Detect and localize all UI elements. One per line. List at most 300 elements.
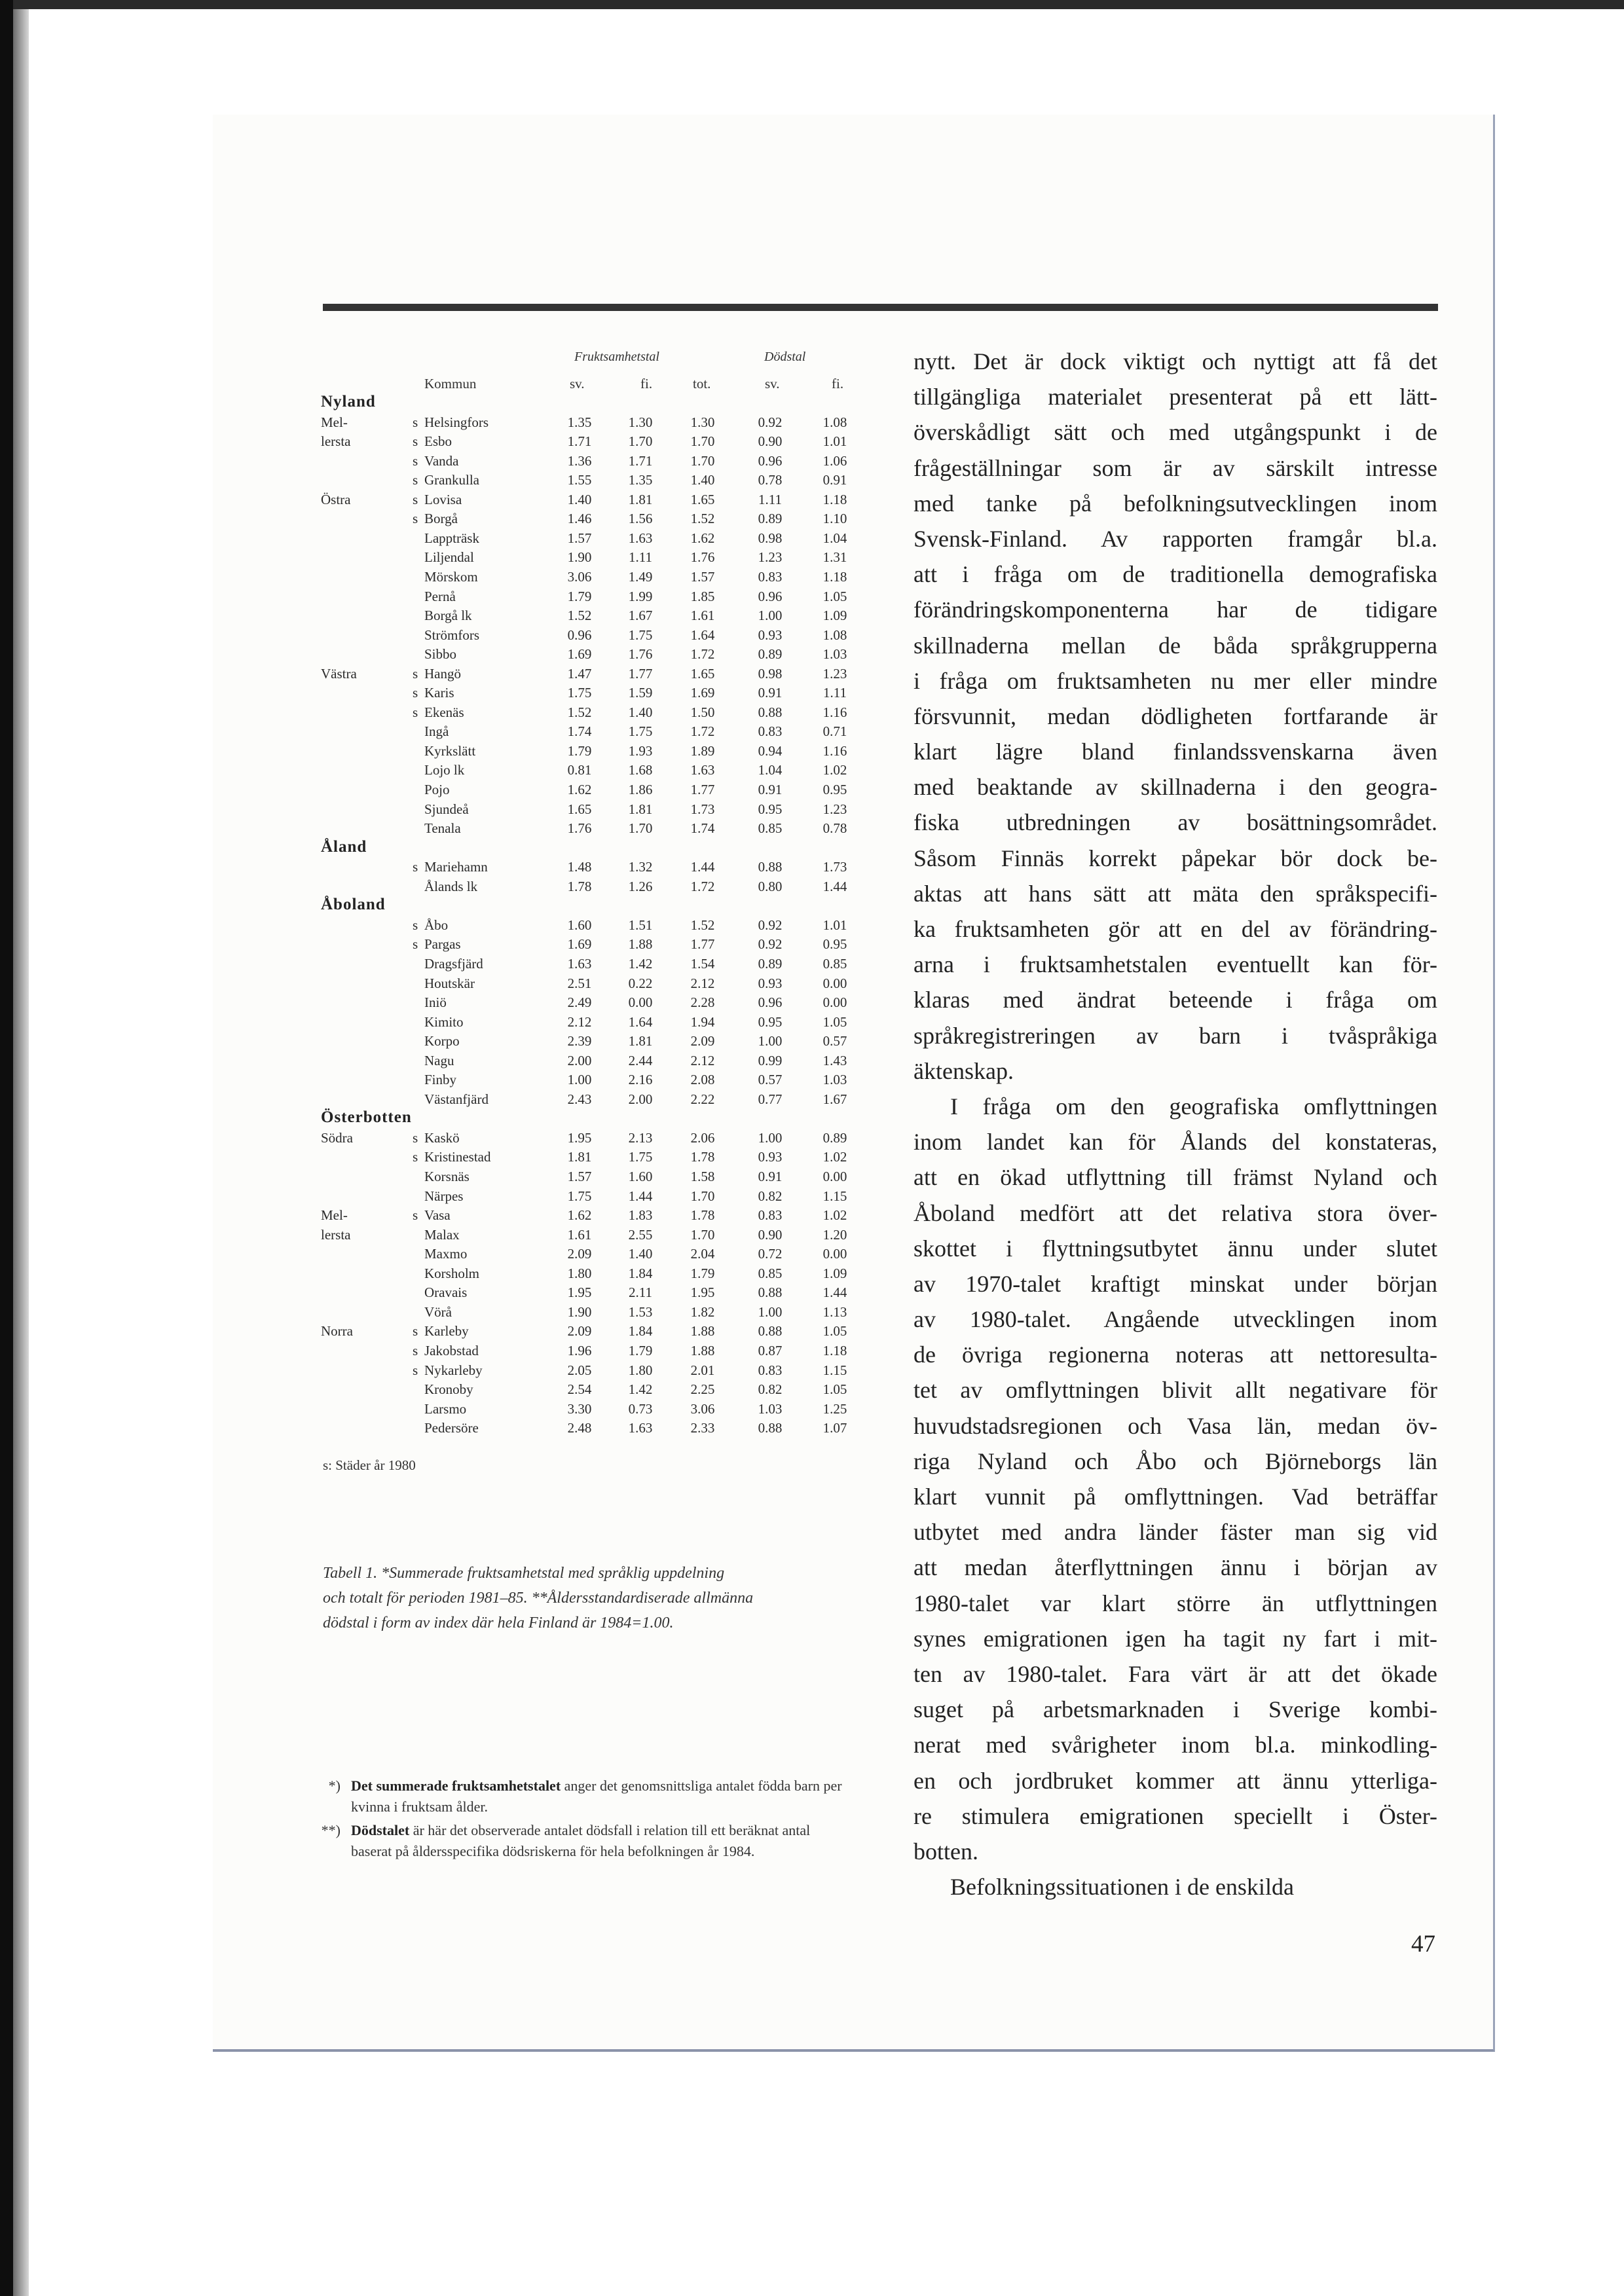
table-cell: 0.89 (758, 511, 783, 527)
table-cell: 1.76 (690, 549, 715, 566)
body-line: äktenskap. (913, 1057, 1014, 1084)
table-row (321, 569, 858, 588)
header-col-fi: fi. (640, 376, 653, 392)
table-cell: 1.13 (822, 1303, 847, 1320)
body-line: tet av omflyttningen blivit allt negativare för (913, 1377, 1437, 1404)
table-cell: 1.02 (822, 1149, 847, 1165)
body-line: skillnaderna mellan de båda språkgrupperna (913, 632, 1437, 659)
body-line: försvunnit, medan dödligheten fortfarande är (913, 702, 1437, 729)
table-cell: 1.63 (690, 762, 715, 778)
table-cell: 1.23 (822, 801, 847, 817)
table-cell: 1.40 (690, 472, 715, 488)
table-cell: 0.93 (758, 975, 783, 991)
body-line: i fråga om fruktsamheten nu mer eller mindre (913, 667, 1437, 694)
header-col-sv: sv. (570, 376, 585, 392)
table-cell: 0.83 (758, 1207, 783, 1224)
kommun-name: Närpes (424, 1188, 464, 1204)
table-cell: 1.09 (822, 608, 847, 624)
table-cell: 1.64 (690, 627, 715, 643)
table-row (321, 1053, 858, 1072)
table-cell: 1.05 (822, 588, 847, 604)
table-cell: 1.78 (567, 878, 592, 894)
table-cell: 1.08 (822, 627, 847, 643)
table-cell: 0.93 (758, 1149, 783, 1165)
table-cell: 2.01 (690, 1362, 715, 1378)
table-cell: 1.32 (628, 859, 653, 875)
table-cell: 1.40 (567, 491, 592, 507)
body-line: en och jordbruket kommer att ännu ytterliga- (913, 1767, 1437, 1794)
table-cell: 1.50 (690, 704, 715, 720)
city-marker: s (413, 665, 418, 682)
table-cell: 0.96 (758, 994, 783, 1011)
table-cell: 1.18 (822, 568, 847, 585)
caption-line: Tabell 1. *Summerade fruktsamhetstal med språklig uppdelning (323, 1565, 725, 1582)
table-cell: 1.67 (822, 1091, 847, 1107)
table-cell: 1.01 (822, 433, 847, 450)
city-marker: s (413, 1149, 418, 1165)
table-row (321, 453, 858, 472)
table-cell: 1.11 (758, 491, 782, 507)
table-cell: 2.09 (690, 1033, 715, 1049)
body-line: de övriga regionerna noteras att nettoresulta- (913, 1341, 1437, 1368)
table-cell: 2.49 (567, 994, 592, 1011)
city-marker: s (413, 452, 418, 469)
kommun-name: Karis (424, 685, 454, 701)
table-cell: 1.60 (567, 917, 592, 933)
table-cell: 1.85 (690, 588, 715, 604)
table-cell: 1.57 (567, 1169, 592, 1184)
table-cell: 0.91 (758, 685, 783, 701)
table-row (321, 666, 858, 685)
table-cell: 1.61 (567, 1226, 592, 1243)
table-cell: 0.96 (758, 588, 783, 604)
table-row (321, 549, 858, 568)
table-row (321, 1149, 858, 1168)
table-cell: 1.71 (628, 452, 653, 469)
table-row (321, 1323, 858, 1342)
table-cell: 1.00 (758, 608, 783, 624)
table-cell: 1.95 (567, 1129, 592, 1146)
table-cell: 0.93 (758, 627, 783, 643)
footnote-text: anger det genomsnittsliga antalet födda barn per kvinna i fruktsam ålder. (351, 1777, 842, 1815)
table-cell: 1.43 (822, 1052, 847, 1068)
body-line: med beaktande av skillnaderna i den geogra- (913, 774, 1437, 801)
table-cell: 0.78 (822, 820, 847, 837)
body-line: Svensk-Finland. Av rapporten framgår bl.a. (913, 525, 1437, 552)
footnote-term: Dödstalet (351, 1822, 410, 1838)
table-row (321, 433, 858, 452)
footnote-mark: **) (321, 1822, 341, 1838)
table-cell: 1.79 (628, 1342, 653, 1358)
table-cell: 2.11 (629, 1285, 652, 1301)
body-line: klart vunnit på omflyttningen. Vad beträffar (913, 1484, 1437, 1510)
city-marker: s (413, 1129, 418, 1146)
table-cell: 1.20 (822, 1226, 847, 1243)
table-row (321, 1246, 858, 1265)
table-cell: 1.05 (822, 1323, 847, 1339)
kommun-name: Lovisa (424, 491, 462, 507)
table-row (321, 1130, 858, 1149)
table-cell: 1.75 (628, 1149, 653, 1165)
table-cell: 1.88 (690, 1323, 715, 1339)
table-row (321, 1091, 858, 1110)
body-line: synes emigrationen igen ha tagit ny fart i mit- (913, 1625, 1437, 1652)
table-cell: 0.82 (758, 1188, 783, 1204)
table-row (321, 1362, 858, 1381)
table-cell: 1.42 (628, 1381, 653, 1398)
table-cell: 1.16 (822, 742, 847, 759)
table-cell: 2.54 (567, 1381, 592, 1398)
table-cell: 1.70 (690, 1188, 715, 1204)
body-line: av 1970-talet kraftigt minskat under början (913, 1270, 1437, 1297)
table-row (321, 956, 858, 975)
table-cell: 1.70 (628, 820, 653, 837)
body-line: fiska utbredningen av bosättningsområdet. (913, 809, 1437, 836)
table-cell: 0.90 (758, 433, 783, 450)
table-row (321, 646, 858, 665)
table-cell: 0.87 (758, 1342, 783, 1358)
body-line: frågeställningar som är av särskilt intresse (913, 454, 1437, 481)
table-row (321, 762, 858, 781)
table-cell: 1.64 (628, 1013, 653, 1030)
city-marker: s (413, 433, 418, 450)
table-cell: 1.81 (628, 1033, 653, 1049)
table-row (321, 704, 858, 723)
table-cell: 2.06 (690, 1129, 715, 1146)
subregion-label: lersta (321, 1226, 351, 1243)
table-cell: 0.82 (758, 1381, 783, 1398)
table-cell: 1.84 (628, 1265, 653, 1281)
table-row (321, 936, 858, 955)
table-row (321, 1401, 858, 1420)
table-cell: 1.23 (822, 665, 847, 682)
table-cell: 1.69 (690, 685, 715, 701)
kommun-name: Kyrkslätt (424, 742, 476, 759)
table-cell: 1.57 (690, 568, 715, 585)
table-cell: 1.61 (690, 608, 715, 624)
table-cell: 0.92 (758, 936, 783, 953)
table-cell: 0.98 (758, 665, 783, 682)
kommun-name: Jakobstad (424, 1342, 479, 1358)
kommun-name: Malax (424, 1226, 460, 1243)
kommun-name: Korpo (424, 1033, 460, 1049)
body-line: Såsom Finnäs korrekt påpekar bör dock be- (913, 845, 1437, 871)
body-line: skottet i flyttningsutbytet ännu under slutet (913, 1235, 1437, 1262)
table-row (321, 782, 858, 801)
footnote-text: är här det observerade antalet dödsfall i relation till ett beräknat antal baserat på åldersspecifika dödsriskerna för hela befolkningen år 1984. (351, 1822, 811, 1859)
table-row (321, 1207, 858, 1226)
table-cell: 1.31 (822, 549, 847, 566)
city-marker: s (413, 704, 418, 720)
table-row (321, 859, 858, 878)
table-cell: 1.76 (567, 820, 592, 837)
city-marker: s (413, 936, 418, 953)
kommun-name: Sjundeå (424, 801, 469, 817)
table-row (321, 917, 858, 936)
body-line: utbytet med andra länder fäster man sig vid (913, 1519, 1437, 1546)
table-cell: 2.16 (628, 1072, 653, 1088)
table-cell: 0.00 (822, 1246, 847, 1262)
footnote-term: Det summerade fruktsamhetstalet (351, 1777, 561, 1794)
table-row (321, 685, 858, 704)
subregion-label: Södra (321, 1129, 353, 1146)
table-cell: 1.16 (822, 704, 847, 720)
table-cell: 1.44 (690, 859, 715, 875)
table-caption (323, 1561, 853, 1635)
table-row (321, 723, 858, 742)
table-cell: 0.88 (758, 1420, 783, 1436)
table-cell: 1.86 (628, 782, 653, 797)
caption-line: dödstal i form av index där hela Finland är 1984=1.00. (323, 1614, 674, 1631)
region-heading: Åboland (321, 896, 386, 914)
city-marker: s (413, 472, 418, 488)
kommun-name: Pedersöre (424, 1420, 479, 1436)
kommun-name: Tenala (424, 820, 461, 837)
kommun-name: Mariehamn (424, 859, 488, 875)
table-row (321, 627, 858, 646)
table-cell: 0.99 (758, 1052, 783, 1068)
city-marker: s (413, 1342, 418, 1358)
table-cell: 0.83 (758, 723, 783, 740)
table-cell: 1.80 (628, 1362, 653, 1378)
table-cell: 1.74 (567, 723, 592, 740)
table-cell: 3.06 (690, 1400, 715, 1417)
table-cell: 0.95 (758, 1013, 783, 1030)
table-cell: 1.90 (567, 549, 592, 566)
table-row (321, 492, 858, 511)
kommun-name: Iniö (424, 994, 447, 1011)
table-cell: 1.70 (628, 433, 653, 450)
table-row (321, 530, 858, 549)
table-cell: 1.56 (628, 511, 653, 527)
body-line: botten. (913, 1838, 978, 1865)
table-cell: 0.22 (628, 975, 653, 991)
table-cell: 0.92 (758, 917, 783, 933)
body-line: att medan återflyttningen ännu i början av (913, 1554, 1437, 1581)
table-cell: 1.63 (628, 1420, 653, 1436)
body-line: Åboland medfört att det relativa stora över- (913, 1199, 1437, 1226)
kommun-name: Vasa (424, 1207, 451, 1224)
subregion-label: Östra (321, 491, 351, 507)
body-line: nerat med svårigheter inom bl.a. minkodling- (913, 1732, 1437, 1758)
table-cell: 1.79 (690, 1265, 715, 1281)
subregion-label: lersta (321, 433, 351, 450)
table-cell: 1.77 (628, 665, 653, 682)
table-cell: 1.62 (567, 782, 592, 797)
table-cell: 2.12 (690, 975, 715, 991)
table-cell: 3.06 (567, 568, 592, 585)
scan-border-top (0, 0, 1624, 9)
kommun-name: Nagu (424, 1052, 454, 1068)
table-cell: 1.75 (567, 1188, 592, 1204)
table-cell: 2.44 (628, 1052, 653, 1068)
table-cell: 1.35 (567, 414, 592, 430)
table-cell: 0.96 (567, 627, 592, 643)
kommun-name: Dragsfjärd (424, 955, 483, 972)
table-cell: 0.00 (822, 1169, 847, 1184)
table-cell: 0.81 (567, 762, 592, 778)
kommun-name: Mörskom (424, 568, 478, 585)
table-cell: 0.00 (822, 994, 847, 1011)
table-cell: 1.88 (628, 936, 653, 953)
table-cell: 2.00 (628, 1091, 653, 1107)
body-text-column (913, 344, 1437, 1904)
top-rule (323, 304, 1438, 311)
table-cell: 1.25 (822, 1400, 847, 1417)
table-cell: 1.65 (690, 665, 715, 682)
kommun-name: Kimito (424, 1013, 464, 1030)
table-cell: 2.00 (567, 1052, 592, 1068)
table-cell: 1.96 (567, 1342, 592, 1358)
table-row (321, 801, 858, 820)
table-cell: 0.73 (628, 1400, 653, 1417)
footnote-mark: *) (328, 1777, 341, 1794)
table-cell: 1.77 (690, 936, 715, 953)
body-line: överskådligt sätt och med utgångspunkt i de (913, 419, 1437, 446)
kommun-name: Pernå (424, 588, 456, 604)
table-cell: 1.72 (690, 723, 715, 740)
table-cell: 0.85 (758, 820, 783, 837)
table-cell: 1.03 (758, 1400, 783, 1417)
body-line: språkregistreringen av barn i tvåspråkiga (913, 1022, 1437, 1049)
table-cell: 1.47 (567, 665, 592, 682)
body-line: att i fråga om de traditionella demografiska (913, 561, 1437, 588)
table-row (321, 879, 858, 898)
header-col-d-fi: fi. (832, 376, 844, 392)
table-cell: 1.99 (628, 588, 653, 604)
table-cell: 1.07 (822, 1420, 847, 1436)
kommun-name: Lojo lk (424, 762, 465, 778)
kommun-name: Pojo (424, 782, 450, 797)
table-cell: 0.57 (758, 1072, 783, 1088)
table-cell: 2.05 (567, 1362, 592, 1378)
table-cell: 1.42 (628, 955, 653, 972)
body-line: huvudstadsregionen och Vasa län, medan öv- (913, 1412, 1437, 1439)
table-cell: 1.75 (628, 627, 653, 643)
body-line: suget på arbetsmarknaden i Sverige kombi- (913, 1696, 1437, 1723)
kommun-name: Esbo (424, 433, 452, 450)
kommun-name: Vanda (424, 452, 459, 469)
table-cell: 2.51 (567, 975, 592, 991)
kommun-name: Åbo (424, 917, 449, 933)
subregion-label: Västra (321, 665, 357, 682)
table-cell: 2.33 (690, 1420, 715, 1436)
table-cell: 1.11 (629, 549, 652, 566)
kommun-name: Oravais (424, 1285, 468, 1301)
table-cell: 1.71 (567, 433, 592, 450)
table-cell: 0.88 (758, 859, 783, 875)
table-row (321, 1188, 858, 1207)
table-cell: 1.53 (628, 1303, 653, 1320)
table-row (321, 589, 858, 608)
body-line: av 1980-talet. Angående utvecklingen inom (913, 1306, 1437, 1333)
table-cell: 1.83 (628, 1207, 653, 1224)
kommun-name: Ålands lk (424, 878, 478, 894)
city-marker: s (413, 491, 418, 507)
body-line: arna i fruktsamhetstalen eventuellt kan för- (913, 951, 1437, 978)
page-number: 47 (1411, 1931, 1435, 1958)
body-line: tillgängliga materialet presenterat på ett lätt- (913, 384, 1437, 410)
table-cell: 0.88 (758, 704, 783, 720)
table-cell: 1.95 (690, 1285, 715, 1301)
scan-border-left (0, 0, 13, 2296)
table-cell: 1.57 (567, 530, 592, 546)
kommun-name: Grankulla (424, 472, 479, 488)
kommun-name: Pargas (424, 936, 461, 953)
table-row (321, 608, 858, 627)
city-marker: s (413, 1362, 418, 1378)
table-cell: 1.10 (822, 511, 847, 527)
table-cell: 1.65 (567, 801, 592, 817)
table-row (321, 1033, 858, 1052)
body-line: riga Nyland och Åbo och Björneborgs län (913, 1448, 1437, 1474)
table-cell: 1.18 (822, 491, 847, 507)
city-marker: s (413, 1207, 418, 1224)
table-cell: 1.52 (567, 608, 592, 624)
table-cell: 0.85 (822, 955, 847, 972)
body-line: aktas att hans sätt att mäta den språkspecifi- (913, 880, 1437, 907)
table-row (321, 511, 858, 530)
table-cell: 1.79 (567, 742, 592, 759)
table-cell: 1.54 (690, 955, 715, 972)
table-cell: 2.28 (690, 994, 715, 1011)
table-cell: 1.80 (567, 1265, 592, 1281)
kommun-name: Liljendal (424, 549, 474, 566)
kommun-name: Finby (424, 1072, 457, 1088)
kommun-name: Borgå (424, 511, 458, 527)
body-line: I fråga om den geografiska omflyttningen (950, 1093, 1437, 1120)
table-cell: 1.04 (758, 762, 783, 778)
table-cell: 1.15 (822, 1188, 847, 1204)
table-cell: 1.78 (690, 1207, 715, 1224)
table-cell: 1.18 (822, 1342, 847, 1358)
table-cell: 1.11 (823, 685, 847, 701)
table-cell: 1.00 (567, 1072, 592, 1088)
table-cell: 2.55 (628, 1226, 653, 1243)
region-heading: Nyland (321, 393, 376, 410)
table-cell: 0.95 (758, 801, 783, 817)
table-row (321, 743, 858, 762)
table-cell: 0.96 (758, 452, 783, 469)
table-cell: 2.08 (690, 1072, 715, 1088)
table-cell: 0.88 (758, 1323, 783, 1339)
table-cell: 0.89 (822, 1129, 847, 1146)
table-cell: 1.67 (628, 608, 653, 624)
subregion-label: Mel- (321, 414, 348, 430)
scan-page-edge (13, 9, 29, 2296)
table-cell: 2.04 (690, 1246, 715, 1262)
body-line: ka fruktsamheten gör att en del av förändring- (913, 916, 1437, 942)
table-cell: 0.89 (758, 646, 783, 663)
table-cell: 1.52 (690, 917, 715, 933)
kommun-name: Borgå lk (424, 608, 472, 624)
kommun-name: Kaskö (424, 1129, 460, 1146)
table-cell: 1.73 (690, 801, 715, 817)
body-line: klart lägre bland finlandssvenskarna även (913, 738, 1437, 765)
table-cell: 1.62 (567, 1207, 592, 1224)
subregion-label: Mel- (321, 1207, 348, 1224)
kommun-name: Nykarleby (424, 1362, 483, 1378)
table-cell: 1.73 (822, 859, 847, 875)
table-cell: 1.40 (628, 704, 653, 720)
region-heading: Österbotten (321, 1108, 412, 1127)
city-marker: s (413, 859, 418, 875)
body-line: inom landet kan för Ålands del konstateras, (913, 1129, 1437, 1156)
city-marker: s (413, 1323, 418, 1339)
header-kommun: Kommun (424, 376, 477, 392)
city-marker: s (413, 685, 418, 701)
caption-line: och totalt för perioden 1981–85. **Åldersstandardiserade allmänna (323, 1590, 754, 1607)
